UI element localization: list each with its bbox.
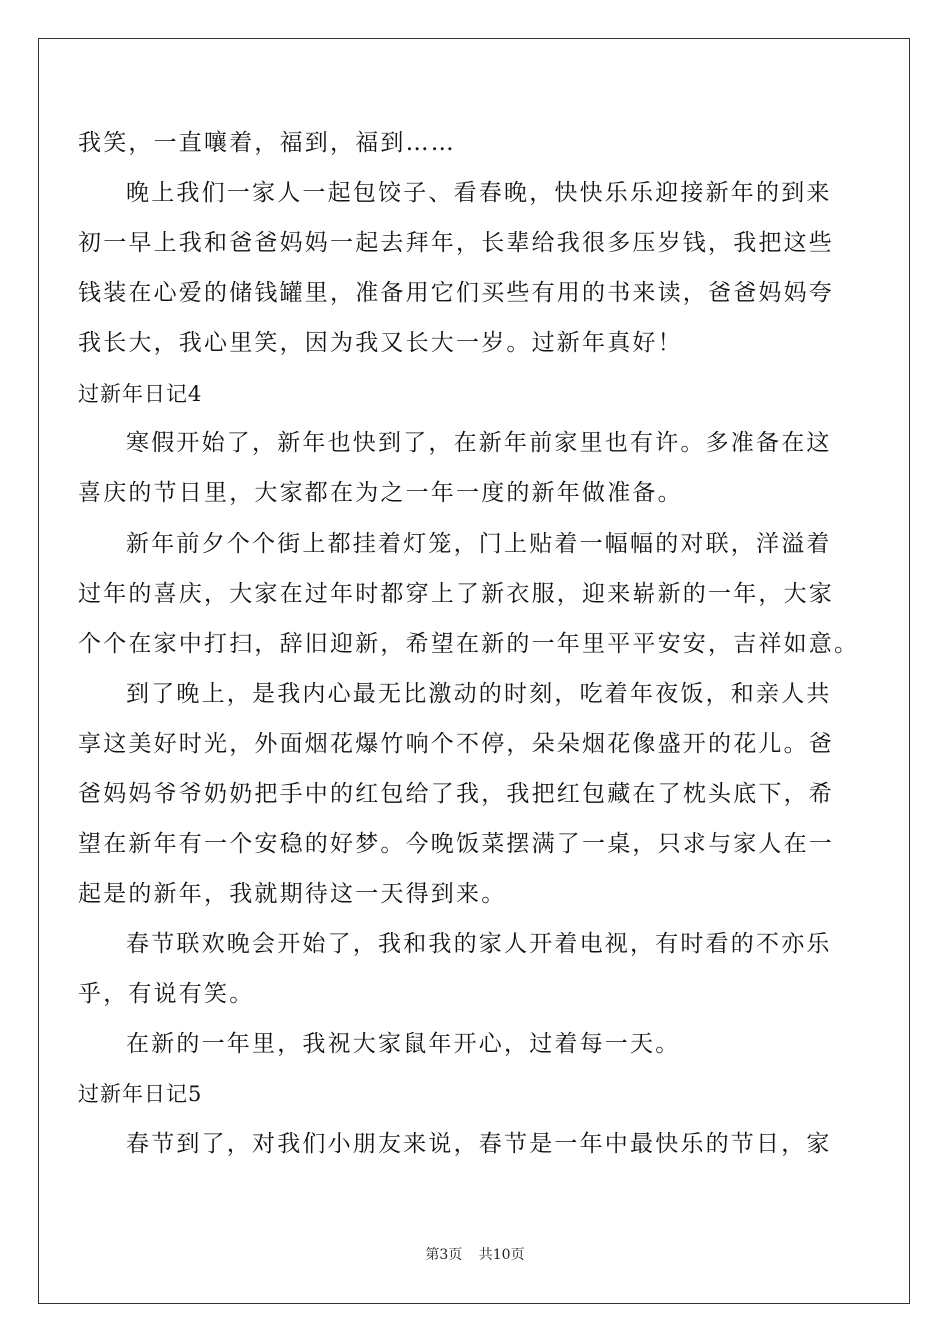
text-line: 晚上我们一家人一起包饺子、看春晚，快快乐乐迎接新年的到来	[126, 180, 832, 206]
text-line: 春节联欢晚会开始了，我和我的家人开着电视，有时看的不亦乐	[126, 931, 832, 957]
page-total: 共10页	[478, 1247, 525, 1263]
text-line: 爸妈妈爷爷奶奶把手中的红包给了我，我把红包藏在了枕头底下，希	[78, 781, 834, 807]
text-line: 春节到了，对我们小朋友来说，春节是一年中最快乐的节日，家	[126, 1131, 832, 1157]
page-number: 第3页	[425, 1247, 463, 1263]
text-line: 寒假开始了，新年也快到了，在新年前家里也有许。多准备在这	[126, 430, 832, 456]
section-heading: 过新年日记4	[78, 382, 203, 406]
text-line: 望在新年有一个安稳的好梦。今晚饭菜摆满了一桌，只求与家人在一	[78, 831, 834, 857]
text-line: 我长大，我心里笑，因为我又长大一岁。过新年真好！	[78, 330, 683, 356]
text-line: 乎，有说有笑。	[78, 981, 255, 1007]
text-line: 新年前夕个个街上都挂着灯笼，门上贴着一幅幅的对联，洋溢着	[126, 531, 832, 557]
text-line: 享这美好时光，外面烟花爆竹响个不停，朵朵烟花像盛开的花儿。爸	[78, 731, 834, 757]
text-line: 过年的喜庆，大家在过年时都穿上了新衣服，迎来崭新的一年，大家	[78, 581, 834, 607]
text-line: 到了晚上，是我内心最无比激动的时刻，吃着年夜饭，和亲人共	[126, 681, 832, 707]
text-line: 在新的一年里，我祝大家鼠年开心，过着每一天。	[126, 1031, 681, 1057]
text-line: 初一早上我和爸爸妈妈一起去拜年，长辈给我很多压岁钱，我把这些	[78, 230, 834, 256]
section-heading: 过新年日记5	[78, 1082, 203, 1106]
text-line: 我笑，一直嚷着，福到，福到……	[78, 130, 456, 156]
text-line: 起是的新年，我就期待这一天得到来。	[78, 881, 507, 907]
text-line: 个个在家中打扫，辞旧迎新，希望在新的一年里平平安安，吉祥如意。	[78, 631, 860, 657]
text-line: 钱装在心爱的储钱罐里，准备用它们买些有用的书来读，爸爸妈妈夸	[78, 280, 834, 306]
page-footer	[0, 1244, 950, 1264]
text-line: 喜庆的节日里，大家都在为之一年一度的新年做准备。	[78, 480, 683, 506]
